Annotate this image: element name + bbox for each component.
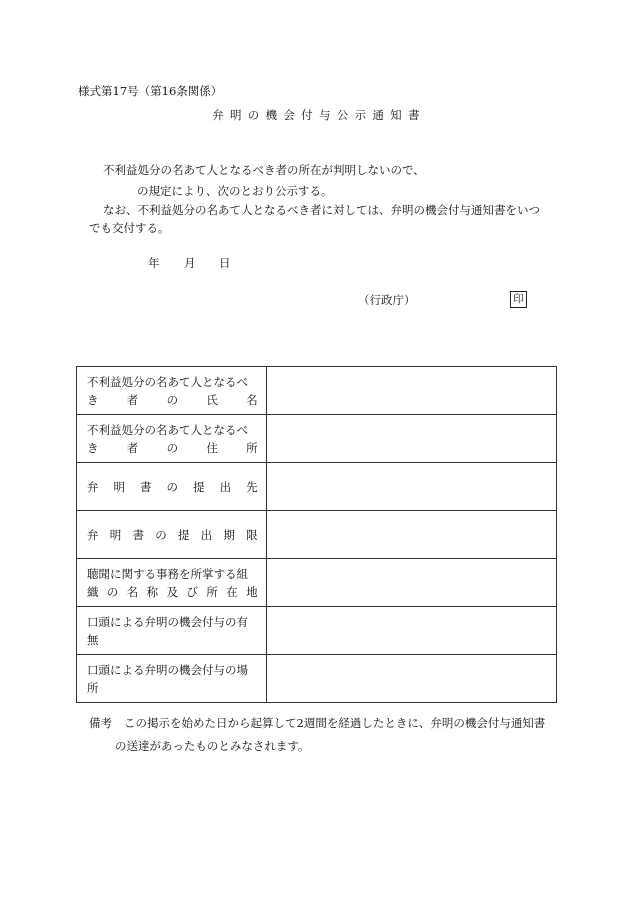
row-label-line-1: 口頭による弁明の機会付与の有	[87, 614, 248, 629]
notice-table	[76, 366, 557, 703]
table-row	[77, 511, 557, 559]
form-number: 様式第17号（第16条関係）	[78, 84, 223, 98]
row-label-line-2: 織 の 名 称 及 び 所 在 地	[87, 584, 258, 599]
body-line-4: でも交付する。	[89, 221, 170, 235]
row-label-line-1: 弁 明 書 の 提 出 先	[87, 479, 258, 494]
row-label-cell	[77, 463, 267, 511]
body-line-1: 不利益処分の名あて人となるべき者の所在が判明しないので、	[103, 163, 425, 177]
remarks-label: 備考	[89, 716, 112, 730]
row-label-line-1: 不利益処分の名あて人となるべ	[87, 422, 248, 437]
row-value-cell[interactable]	[266, 559, 556, 607]
table-row	[77, 463, 557, 511]
remarks-line-1: この掲示を始めた日から起算して2週間を経過したときに、弁明の機会付与通知書	[124, 716, 546, 730]
row-label-line-2: き 者 の 住 所	[87, 440, 258, 455]
date-year-label: 年	[148, 256, 160, 270]
document-title: 弁明の機会付与公示通知書	[212, 108, 426, 122]
row-label-line-2: き 者 の 氏 名	[87, 392, 258, 407]
row-value-cell[interactable]	[266, 463, 556, 511]
remarks-line-2: の送達があったものとみなされます。	[115, 739, 310, 753]
row-label-line-1: 不利益処分の名あて人となるべ	[87, 374, 248, 389]
body-line-3: なお、不利益処分の名あて人となるべき者に対しては、弁明の機会付与通知書をいつ	[103, 203, 540, 217]
row-label-cell	[77, 607, 267, 655]
row-value-cell[interactable]	[266, 415, 556, 463]
body-line-2: の規定により、次のとおり公示する。	[137, 184, 333, 198]
row-label-line-1: 弁 明 書 の 提 出 期 限	[87, 527, 258, 542]
row-value-cell[interactable]	[266, 655, 556, 703]
table-row	[77, 415, 557, 463]
row-label-cell	[77, 367, 267, 415]
table-row	[77, 655, 557, 703]
row-value-cell[interactable]	[266, 607, 556, 655]
row-label-line-2: 無	[87, 632, 99, 647]
row-label-cell	[77, 415, 267, 463]
table-row	[77, 559, 557, 607]
seal-mark: 印	[510, 291, 527, 308]
row-label-cell	[77, 511, 267, 559]
date-month-label: 月	[184, 256, 196, 270]
row-label-line-1: 聴聞に関する事務を所掌する組	[87, 566, 248, 581]
row-value-cell[interactable]	[266, 367, 556, 415]
issuing-agency: （行政庁）	[358, 293, 416, 307]
date-day-label: 日	[219, 256, 231, 270]
row-label-line-2: 所	[87, 680, 99, 695]
row-value-cell[interactable]	[266, 511, 556, 559]
table-row	[77, 367, 557, 415]
row-label-line-1: 口頭による弁明の機会付与の場	[87, 662, 248, 677]
row-label-cell	[77, 655, 267, 703]
row-label-cell	[77, 559, 267, 607]
table-row	[77, 607, 557, 655]
